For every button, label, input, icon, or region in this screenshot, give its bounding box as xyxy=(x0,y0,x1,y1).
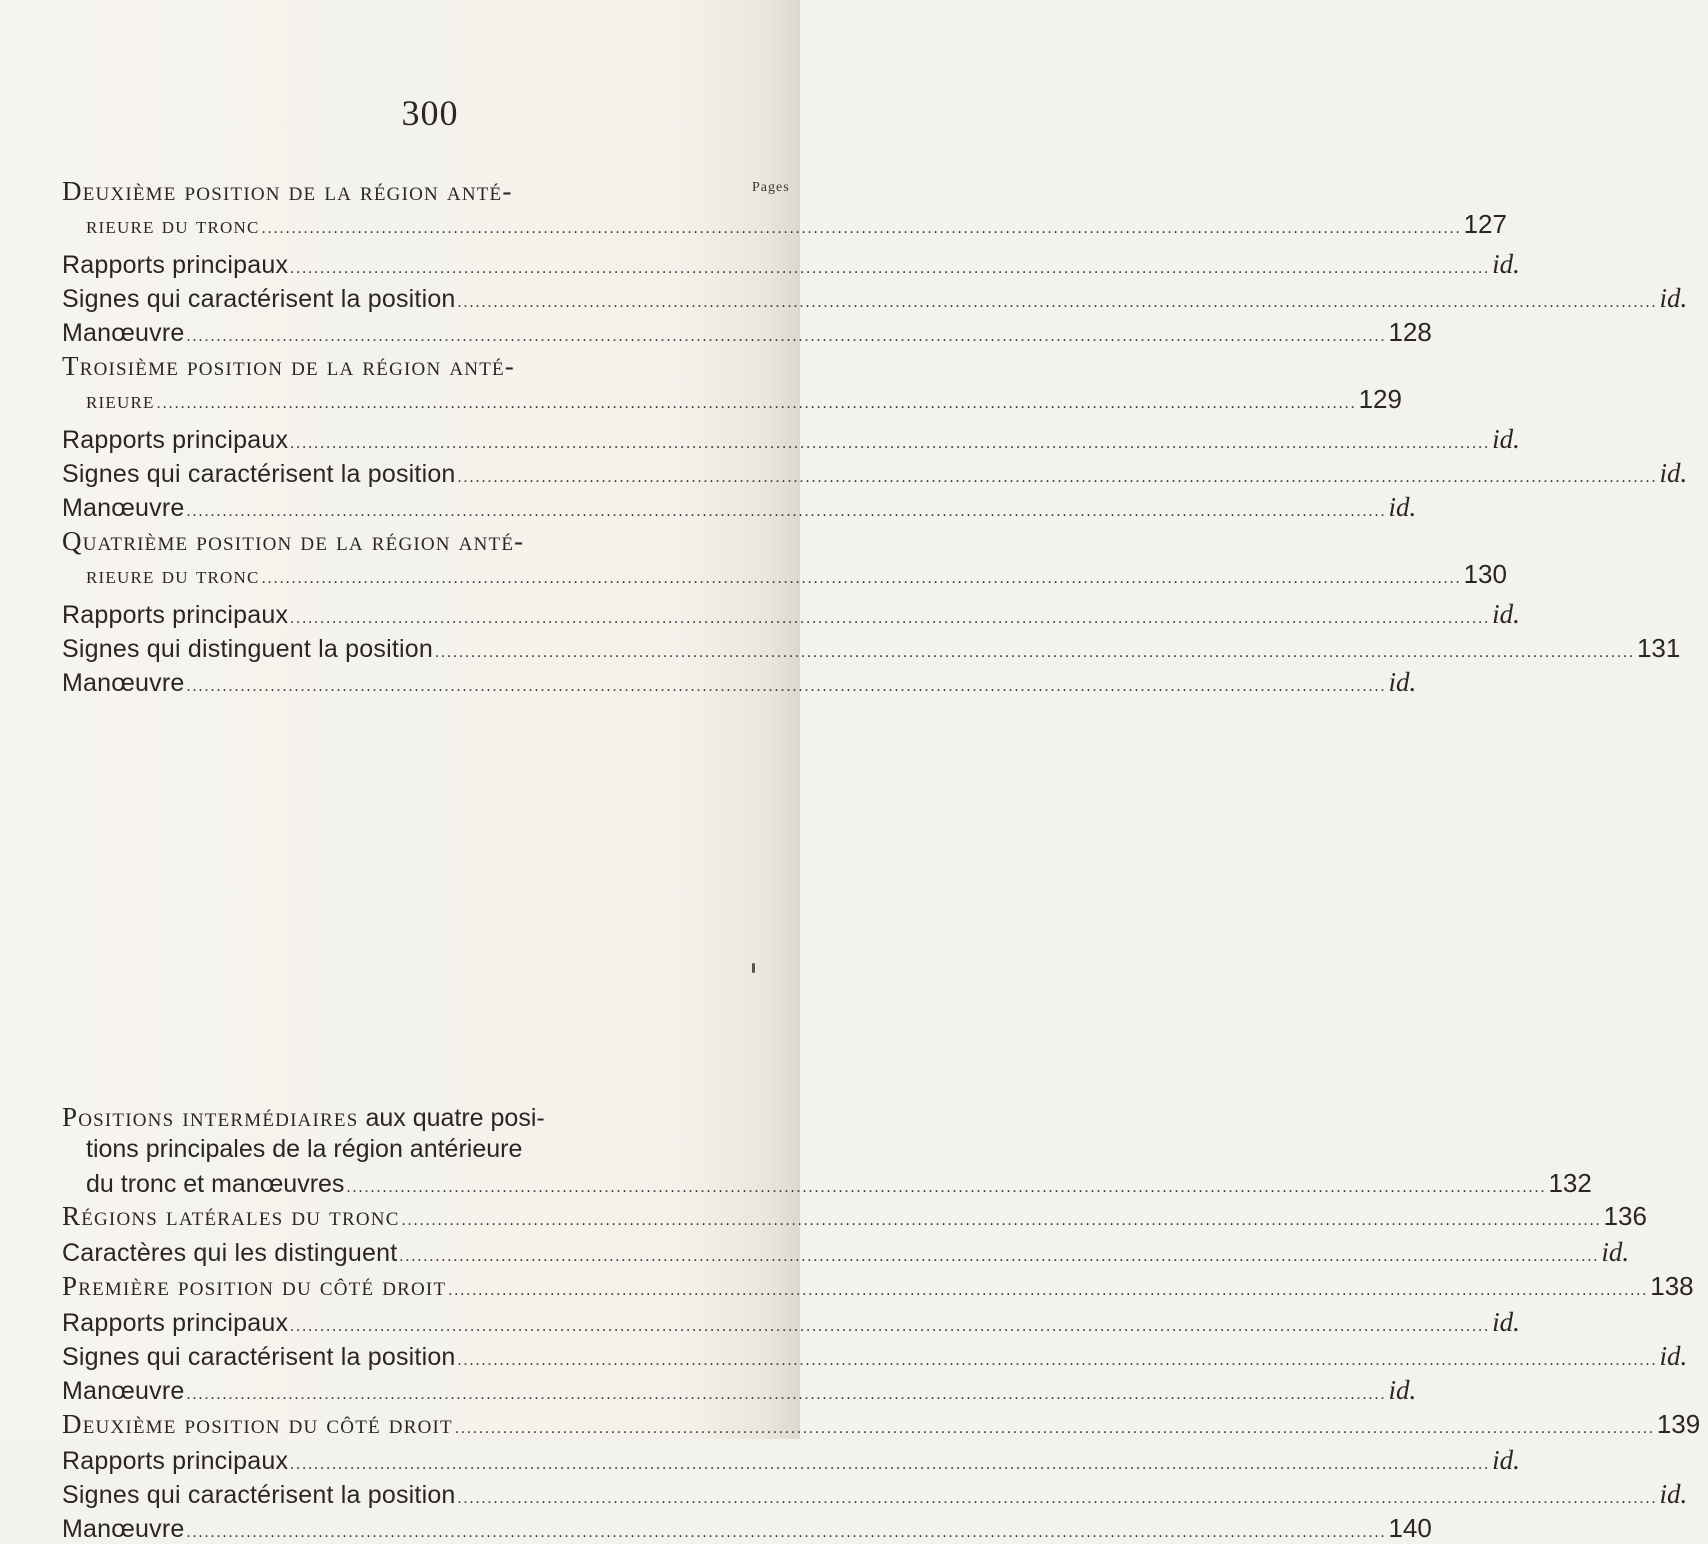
toc-entry-title: Rapports principaux xyxy=(62,1309,289,1337)
toc-entry-line xyxy=(62,1479,1688,1510)
leader-dots xyxy=(157,395,1357,413)
leader-dots xyxy=(290,610,1490,628)
margin-mark xyxy=(752,963,755,973)
leader-dots xyxy=(399,1248,1599,1266)
toc-entry-line xyxy=(62,1341,1688,1372)
toc-entry-page: id. xyxy=(1492,599,1520,629)
toc-entry-page: id. xyxy=(1388,492,1417,522)
toc-entry-line xyxy=(62,1375,1417,1406)
leader-dots xyxy=(402,1212,1602,1230)
toc-entry-continuation: tions principales de la région antérieure xyxy=(86,1135,523,1163)
toc-entry-line xyxy=(62,667,1417,698)
toc-entry-title: Manœuvre xyxy=(62,494,185,522)
toc-entry-line xyxy=(62,1409,1701,1440)
toc-entry-page: id. xyxy=(1659,458,1688,488)
leader-dots xyxy=(435,644,1635,662)
toc-entry-title: Deuxième position du côté droit xyxy=(62,1409,453,1439)
toc-entry-title: Rapports principaux xyxy=(62,601,289,629)
toc-entry-page: 140 xyxy=(1388,1513,1432,1543)
toc-entry-line xyxy=(62,1445,1520,1476)
toc-entry-title: Signes qui caractérisent la position xyxy=(62,1343,456,1371)
leader-dots xyxy=(186,1386,1386,1404)
toc-entry-page: 132 xyxy=(1548,1168,1592,1198)
leader-dots xyxy=(458,1352,1658,1370)
page-number: 300 xyxy=(401,93,459,133)
leader-dots xyxy=(290,260,1490,278)
toc-entry-page: 129 xyxy=(1358,384,1402,414)
toc-entry-line xyxy=(62,1237,1630,1268)
toc-entry-line xyxy=(62,1513,1432,1544)
toc-entry-title: Manœuvre xyxy=(62,1377,185,1405)
toc-entry-line xyxy=(86,559,1507,590)
toc-entry-line xyxy=(62,176,802,207)
leader-dots xyxy=(448,1282,1648,1300)
toc-entry-title: Signes qui caractérisent la position xyxy=(62,1481,456,1509)
toc-entry-line xyxy=(62,633,1681,664)
toc-entry-page: 130 xyxy=(1463,559,1507,589)
leader-dots xyxy=(186,1524,1386,1542)
toc-entry-line xyxy=(62,1271,1694,1302)
toc-entry-page: id. xyxy=(1659,283,1688,313)
leader-dots xyxy=(458,469,1658,487)
toc-entry-title: Signes qui distinguent la position xyxy=(62,635,433,663)
toc-entry-title: Manœuvre xyxy=(62,1515,185,1543)
toc-entry-line xyxy=(62,458,1688,489)
leader-dots xyxy=(262,220,1462,238)
toc-entry-page: 127 xyxy=(1463,209,1507,239)
toc-entry-page: id. xyxy=(1659,1341,1688,1371)
toc-entry-page: 139 xyxy=(1656,1409,1701,1439)
toc-entry-page: 128 xyxy=(1388,317,1432,347)
toc-entry-page: id. xyxy=(1492,249,1520,279)
toc-entry-title: Signes qui caractérisent la position xyxy=(62,460,456,488)
toc-entry-line xyxy=(62,1201,1647,1232)
toc-entry-line xyxy=(62,351,802,382)
toc-entry-text: aux quatre posi- xyxy=(358,1104,545,1132)
toc-entry-title: Caractères qui les distinguent xyxy=(62,1239,398,1267)
toc-entry-line xyxy=(62,249,1520,280)
toc-entry-page: 138 xyxy=(1650,1271,1694,1301)
toc-entry-page: 131 xyxy=(1636,633,1681,663)
toc-entry-title: Manœuvre xyxy=(62,669,185,697)
leader-dots xyxy=(186,328,1386,346)
leader-dots xyxy=(290,1456,1490,1474)
leader-dots xyxy=(290,1318,1490,1336)
toc-entry-page: id. xyxy=(1601,1237,1630,1267)
toc-entry-line xyxy=(62,1307,1520,1338)
toc-entry-line xyxy=(62,317,1432,348)
pages-column-label: Pages xyxy=(752,180,790,195)
toc-entry-title: Signes qui caractérisent la position xyxy=(62,285,456,313)
toc-entry-line xyxy=(86,384,1402,415)
toc-entry-title: Rapports principaux xyxy=(62,251,289,279)
toc-entry-title: Manœuvre xyxy=(62,319,185,347)
toc-entry-line xyxy=(62,283,1688,314)
toc-entry-line xyxy=(62,492,1417,523)
toc-entry-line xyxy=(86,209,1507,240)
toc-entry-heading-line xyxy=(62,1102,545,1133)
toc-entry-page: id. xyxy=(1492,424,1520,454)
leader-dots xyxy=(186,503,1386,521)
toc-entry-page: 136 xyxy=(1603,1201,1647,1231)
toc-entry-title: Quatrième position de la région anté- xyxy=(62,526,525,556)
toc-entry-continuation: rieure xyxy=(86,388,155,414)
toc-entry-title: Deuxième position de la région anté- xyxy=(62,176,513,206)
toc-entry-continuation: du tronc et manœuvres xyxy=(86,1170,345,1198)
leader-dots xyxy=(455,1420,1655,1438)
leader-dots xyxy=(262,570,1462,588)
toc-entry-continuation: rieure du tronc xyxy=(86,213,260,239)
toc-entry-last-line xyxy=(86,1168,1592,1199)
leader-dots xyxy=(346,1179,1546,1197)
toc-entry-page: id. xyxy=(1388,667,1417,697)
leader-dots xyxy=(186,678,1386,696)
toc-entry-continuation: rieure du tronc xyxy=(86,563,260,589)
toc-entry-title: Régions latérales du tronc xyxy=(62,1201,400,1231)
leader-dots xyxy=(458,1490,1658,1508)
toc-entry-page: id. xyxy=(1492,1307,1520,1337)
toc-entry-line xyxy=(62,424,1520,455)
toc-entry-line xyxy=(62,599,1520,630)
toc-entry-title: Rapports principaux xyxy=(62,426,289,454)
toc-entry-title: Rapports principaux xyxy=(62,1447,289,1475)
toc-entry-heading: Positions intermédiaires xyxy=(62,1102,359,1132)
toc-entry-page: id. xyxy=(1388,1375,1417,1405)
leader-dots xyxy=(290,435,1490,453)
toc-entry-page: id. xyxy=(1492,1445,1520,1475)
toc-entry-line xyxy=(62,526,802,557)
toc-entry-title: Troisième position de la région anté- xyxy=(62,351,515,381)
toc-entry-title: Première position du côté droit xyxy=(62,1271,447,1301)
leader-dots xyxy=(458,294,1658,312)
toc-entry-page: id. xyxy=(1659,1479,1688,1509)
